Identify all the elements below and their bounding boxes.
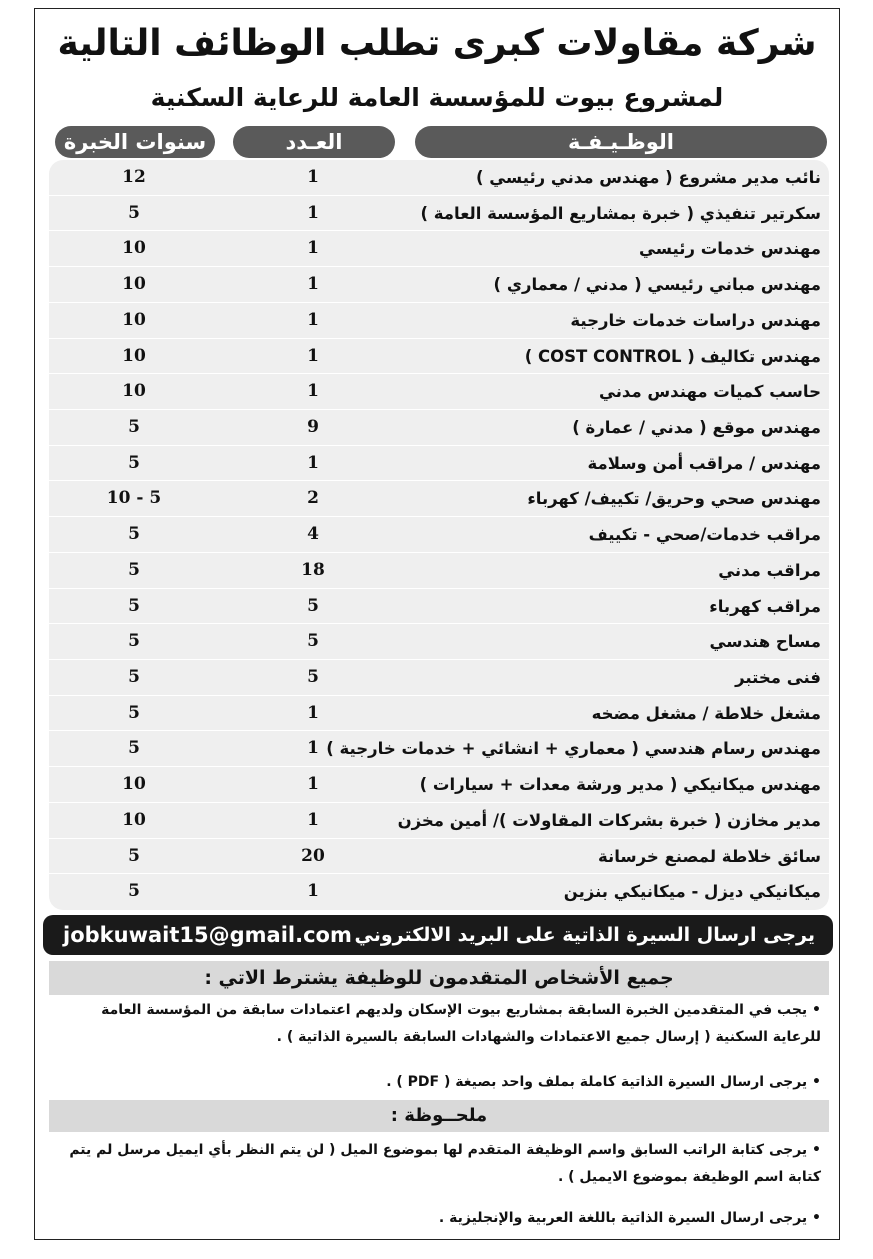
table-row bbox=[49, 303, 829, 339]
experience-cell: 12 bbox=[122, 167, 146, 187]
table-row bbox=[49, 767, 829, 803]
job-title-cell: مراقب خدمات/صحي - تكييف bbox=[588, 525, 821, 545]
contact-email[interactable]: jobkuwait15@gmail.com bbox=[63, 923, 352, 947]
conditions-heading: جميع الأشخاص المتقدمون للوظيفة يشترط الاتي : bbox=[49, 961, 829, 995]
experience-cell: 5 bbox=[128, 202, 140, 223]
job-title-cell: مهندس دراسات خدمات خارجية bbox=[570, 310, 821, 330]
notes-heading: ملحــوظة : bbox=[49, 1100, 829, 1132]
experience-cell: 5 bbox=[128, 667, 140, 687]
job-advertisement bbox=[34, 8, 840, 1240]
note-item: • يرجى كتابة الراتب السابق واسم الوظيفة المتقدم لها بموضوع الميل ( لن يتم النظر بأي ايميل مرسل لم يتم كتابة اسم الوظيفة بموضوع الايميل ) . bbox=[69, 1142, 821, 1185]
column-header-job: الوظـيـفـة bbox=[415, 126, 827, 158]
job-title-cell: سكرتير تنفيذي ( خبرة بمشاريع المؤسسة العامة ) bbox=[420, 203, 821, 223]
count-cell: 5 bbox=[307, 667, 319, 687]
count-cell: 1 bbox=[307, 274, 319, 295]
note-item: • يرجى ارسال السيرة الذاتية باللغة العربية والإنجليزية . bbox=[438, 1210, 821, 1226]
contact-label: يرجى ارسال السيرة الذاتية على البريد الالكتروني bbox=[354, 924, 815, 946]
job-title-cell: مساح هندسي bbox=[709, 632, 821, 652]
count-cell: 1 bbox=[307, 881, 319, 902]
contact-bar bbox=[43, 915, 833, 955]
count-cell: 1 bbox=[307, 167, 319, 187]
table-row bbox=[49, 374, 829, 410]
job-title-cell: مهندس رسام هندسي ( معماري + انشائي + خدمات خارجية ) bbox=[326, 739, 821, 759]
table-row bbox=[49, 339, 829, 375]
experience-cell: 5 bbox=[128, 738, 140, 759]
count-cell: 5 bbox=[307, 631, 319, 652]
table-row bbox=[49, 231, 829, 267]
job-title-cell: مهندس خدمات رئيسي bbox=[639, 239, 821, 259]
count-cell: 1 bbox=[307, 238, 319, 259]
count-cell: 1 bbox=[307, 202, 319, 223]
experience-cell: 10 bbox=[122, 238, 146, 259]
count-cell: 1 bbox=[307, 702, 319, 723]
job-title-cell: مهندس موقع ( مدني / عمارة ) bbox=[572, 418, 821, 437]
count-cell: 9 bbox=[307, 417, 319, 437]
table-row bbox=[49, 839, 829, 875]
experience-cell: 10 bbox=[122, 309, 146, 330]
experience-cell: 5 bbox=[128, 452, 140, 473]
experience-cell: 10 bbox=[122, 774, 146, 795]
table-row bbox=[49, 660, 829, 696]
count-cell: 2 bbox=[307, 488, 319, 509]
table-row bbox=[49, 160, 829, 196]
experience-cell: 5 bbox=[128, 845, 140, 866]
job-title-cell: مهندس تكاليف ( COST CONTROL ) bbox=[524, 346, 821, 366]
job-title-cell: مدير مخازن ( خبرة بشركات المقاولات )/ أمين مخزن bbox=[397, 810, 821, 830]
table-row bbox=[49, 589, 829, 625]
table-row bbox=[49, 517, 829, 553]
experience-cell: 5 bbox=[128, 417, 140, 437]
count-cell: 1 bbox=[307, 381, 319, 402]
table-row bbox=[49, 196, 829, 232]
experience-cell: 10 bbox=[122, 809, 146, 830]
table-row bbox=[49, 553, 829, 589]
experience-cell: 5 bbox=[128, 631, 140, 652]
experience-cell: 5 bbox=[128, 559, 140, 580]
condition-item: • يرجى ارسال السيرة الذاتية كاملة بملف واحد بصيغة ( PDF ) . bbox=[386, 1074, 821, 1090]
table-row bbox=[49, 696, 829, 732]
count-cell: 5 bbox=[307, 595, 319, 616]
experience-cell: 10 - 5 bbox=[106, 488, 162, 509]
experience-cell: 5 bbox=[128, 524, 140, 545]
table-row bbox=[49, 803, 829, 839]
job-title-cell: حاسب كميات مهندس مدني bbox=[599, 382, 821, 402]
count-cell: 18 bbox=[301, 559, 325, 580]
column-header-count: العـدد bbox=[233, 126, 395, 158]
table-row bbox=[49, 410, 829, 446]
count-cell: 4 bbox=[307, 524, 319, 545]
job-title-cell: مشغل خلاطة / مشغل مضخه bbox=[591, 703, 821, 723]
column-header-experience: سنوات الخبرة bbox=[55, 126, 215, 158]
table-row bbox=[49, 267, 829, 303]
count-cell: 20 bbox=[301, 845, 325, 866]
experience-cell: 5 bbox=[128, 881, 140, 902]
job-title-cell: ميكانيكي ديزل - ميكانيكي بنزين bbox=[563, 882, 821, 902]
experience-cell: 10 bbox=[122, 345, 146, 366]
table-row bbox=[49, 446, 829, 482]
table-row bbox=[49, 874, 829, 910]
count-cell: 1 bbox=[307, 774, 319, 795]
count-cell: 1 bbox=[307, 738, 319, 759]
jobs-table bbox=[49, 160, 829, 910]
table-row bbox=[49, 481, 829, 517]
job-title-cell: مهندس ميكانيكي ( مدير ورشة معدات + سيارات ) bbox=[419, 775, 821, 795]
job-title-cell: مهندس صحي وحريق/ تكييف/ كهرباء bbox=[527, 489, 821, 509]
experience-cell: 5 bbox=[128, 702, 140, 723]
experience-cell: 10 bbox=[122, 274, 146, 295]
job-title-cell: فنى مختبر bbox=[735, 668, 821, 687]
experience-cell: 10 bbox=[122, 381, 146, 402]
count-cell: 1 bbox=[307, 309, 319, 330]
job-title-cell: مراقب كهرباء bbox=[709, 596, 821, 616]
job-title-cell: مراقب مدني bbox=[718, 560, 821, 580]
job-title-cell: مهندس مباني رئيسي ( مدني / معماري ) bbox=[493, 275, 821, 295]
count-cell: 1 bbox=[307, 345, 319, 366]
job-title-cell: نائب مدير مشروع ( مهندس مدني رئيسي ) bbox=[475, 168, 821, 187]
experience-cell: 5 bbox=[128, 595, 140, 616]
ad-title: شركة مقاولات كبرى تطلب الوظائف التالية bbox=[57, 23, 817, 64]
table-row bbox=[49, 731, 829, 767]
count-cell: 1 bbox=[307, 809, 319, 830]
condition-item: • يجب في المتقدمين الخبرة السابقة بمشاريع بيوت الإسكان ولديهم اعتمادات سابقة من المؤسسة العامة للرعاية السكنية ( إرسال جميع الاعتمادات والشهادات السابقة بالسيرة الذاتية ) . bbox=[101, 1002, 821, 1045]
job-title-cell: مهندس / مراقب أمن وسلامة bbox=[587, 453, 821, 473]
ad-subtitle: لمشروع بيوت للمؤسسة العامة للرعاية السكنية bbox=[150, 83, 724, 112]
table-row bbox=[49, 624, 829, 660]
job-title-cell: سائق خلاطة لمصنع خرسانة bbox=[598, 846, 821, 866]
count-cell: 1 bbox=[307, 452, 319, 473]
